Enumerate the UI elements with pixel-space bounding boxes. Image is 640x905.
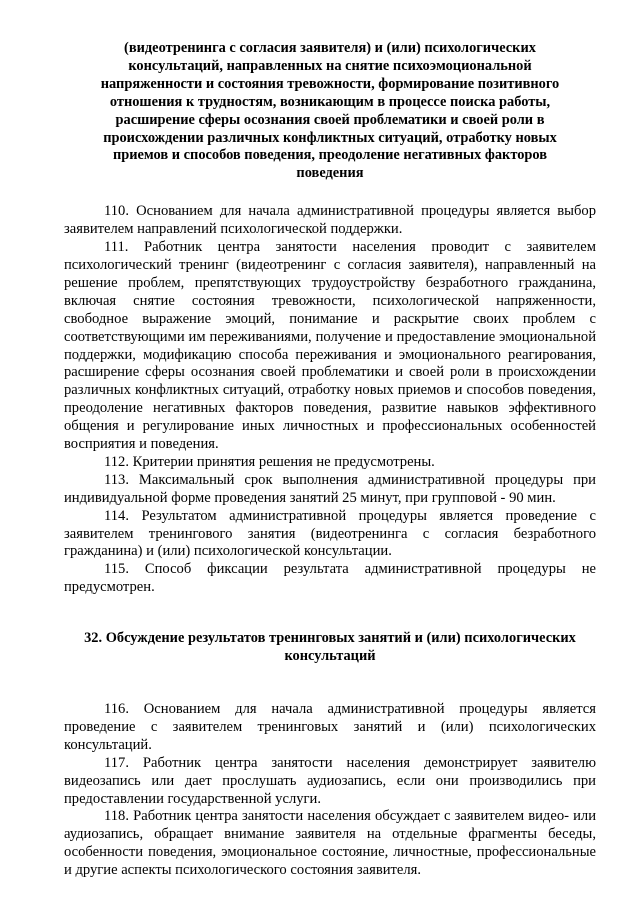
document-page (64, 40, 596, 880)
paragraph-112: 112. Критерии принятия решения не предусмотрены. (104, 453, 435, 470)
paragraph-110: 110. Основанием для начала административной процедуры является выбор заявителем направлений психологической поддержки. (64, 203, 596, 238)
paragraph-116: 116. Основанием для начала административной процедуры является проведение с заявителем тренинговых занятий и (или) психологических консультаций. (64, 701, 596, 753)
paragraph-113: 113. Максимальный срок выполнения административной процедуры при индивидуальной форме проведения занятий 25 минут, при групповой - 90 мин. (64, 471, 596, 506)
paragraph-114: 114. Результатом административной процедуры является проведение с заявителем тренингового занятия (видеотренинга с согласия безработного гражданина) и (или) психологической консультации. (64, 507, 596, 560)
paragraph-117: 117. Работник центра занятости населения демонстрирует заявителю видеозапись или дает прослушать аудиозапись, если они производились при предоставлении государственной услуги. (64, 754, 596, 807)
paragraph-111: 111. Работник центра занятости населения проводит с заявителем психологический тренинг (видеотренинг с согласия заявителя), направленный на решение проблем, препятствующих трудоустройству безработного гражданина, включая снятие состояния тревожности, психологической напряженности, свободное выражение эмоций, понимание и раскрытие своих проблем с соответствующими им переживаниями, получение и предоставление эмоциональной поддержки, модификацию способа переживания и эмоционального реагирования, расширение сферы осознания своей проблематики и своей роли в происхождении различных конфликтных ситуаций, отработку новых приемов и способов поведения, преодоление негативных факторов поведения, развитие навыков эффективного общения и регулирование иных личностных и профессиональных особенностей восприятия и поведения. (64, 239, 596, 453)
paragraph-118: 118. Работник центра занятости населения обсуждает с заявителем видео- или аудиозапись, обращает внимание заявителя на отдельные фрагменты беседы, особенности поведения, эмоциональное состояние, личностные, профессиональные и другие аспекты психологического состояния заявителя. (64, 808, 596, 879)
section-32-heading: 32. Обсуждение результатов тренинговых занятий и (или) психологических консультаций (84, 630, 576, 665)
section-intro-heading: (видеотренинга с согласия заявителя) и (или) психологических консультаций, направленных на снятие психоэмоциональной напряженности и состояния тревожности, формирование позитивного отношения к трудностям, возникающим в процессе поиска работы, расширение сферы осознания своей проблематики и своей роли в происхождении различных конфликтных ситуаций, отработку новых приемов и способов поведения, преодоление негативных факторов поведения (100, 40, 560, 182)
paragraph-115: 115. Способ фиксации результата административной процедуры не предусмотрен. (64, 561, 596, 596)
